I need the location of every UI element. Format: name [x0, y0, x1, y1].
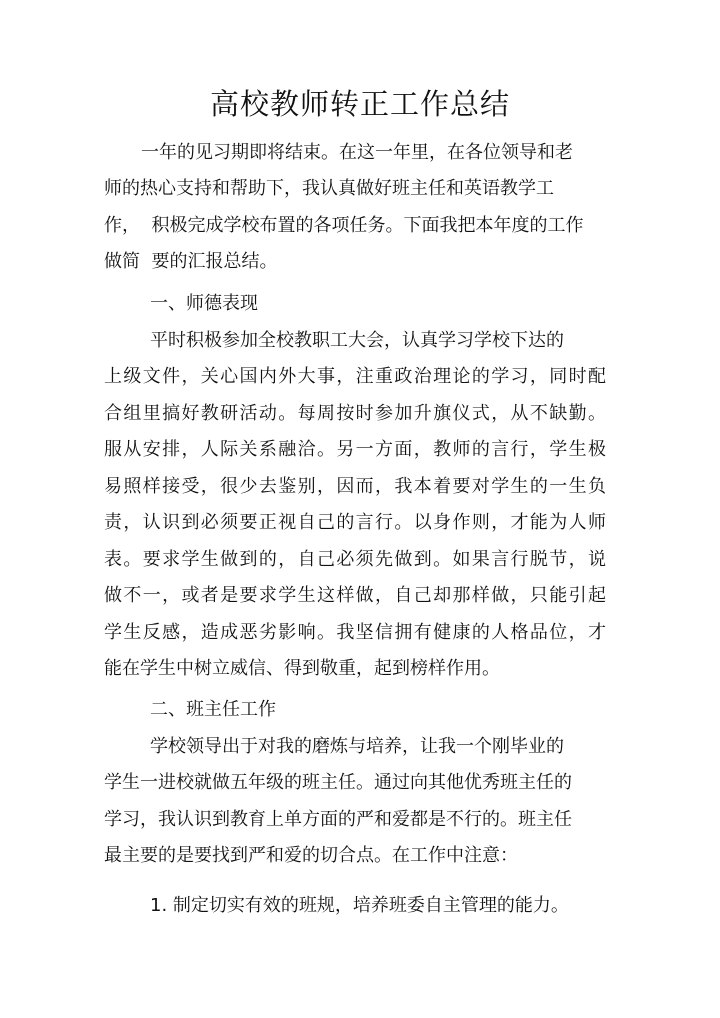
paragraph-line: 学生反感，造成恶劣影响。我坚信拥有健康的人格品位，才 — [104, 622, 606, 643]
paragraph-line: 平时积极参加全校教职工大会，认真学习学校下达的 — [150, 330, 564, 351]
paragraph-line: 服从安排，人际关系融洽。另一方面，教师的言行，学生极 — [104, 439, 606, 460]
paragraph-line: 学生一进校就做五年级的班主任。通过向其他优秀班主任的 — [104, 772, 572, 793]
paragraph-line: 师的热心支持和帮助下，我认真做好班主任和英语教学工 — [104, 178, 554, 199]
paragraph-line: 作， 积极完成学校布置的各项任务。下面我把本年度的工作 — [104, 215, 584, 236]
paragraph-line: 最主要的是要找到严和爱的切合点。在工作中注意： — [104, 845, 518, 866]
paragraph-line: 做不一，或者是要求学生这样做，自己却那样做，只能引起 — [104, 585, 606, 606]
paragraph-line: 学习，我认识到教育上单方面的严和爱都是不行的。班主任 — [104, 809, 572, 830]
document-title: 高校教师转正工作总结 — [209, 87, 510, 121]
paragraph-line: 能在学生中树立威信、得到敬重，起到榜样作用。 — [104, 658, 500, 679]
paragraph-line: 上级文件，关心国内外大事，注重政治理论的学习，同时配 — [104, 366, 606, 387]
section-heading: 二、班主任工作 — [150, 699, 276, 720]
paragraph-line: 易照样接受，很少去鉴别，因而，我本着要对学生的一生负 — [104, 476, 606, 497]
paragraph-line: 责，认识到必须要正视自己的言行。以身作则，才能为人师 — [104, 512, 606, 533]
paragraph-line: 表。要求学生做到的，自己必须先做到。如果言行脱节，说 — [104, 549, 606, 570]
list-item: 1. 制定切实有效的班规，培养班委自主管理的能力。 — [150, 895, 569, 916]
paragraph-line: 学校领导出于对我的磨炼与培养，让我一个刚毕业的 — [150, 736, 564, 757]
section-heading: 一、师德表现 — [150, 293, 258, 314]
paragraph-line: 合组里搞好教研活动。每周按时参加升旗仪式，从不缺勤。 — [104, 403, 606, 424]
paragraph-line: 一年的见习期即将结束。在这一年里，在各位领导和老 — [141, 142, 573, 163]
paragraph-line: 做简 要的汇报总结。 — [104, 251, 278, 272]
